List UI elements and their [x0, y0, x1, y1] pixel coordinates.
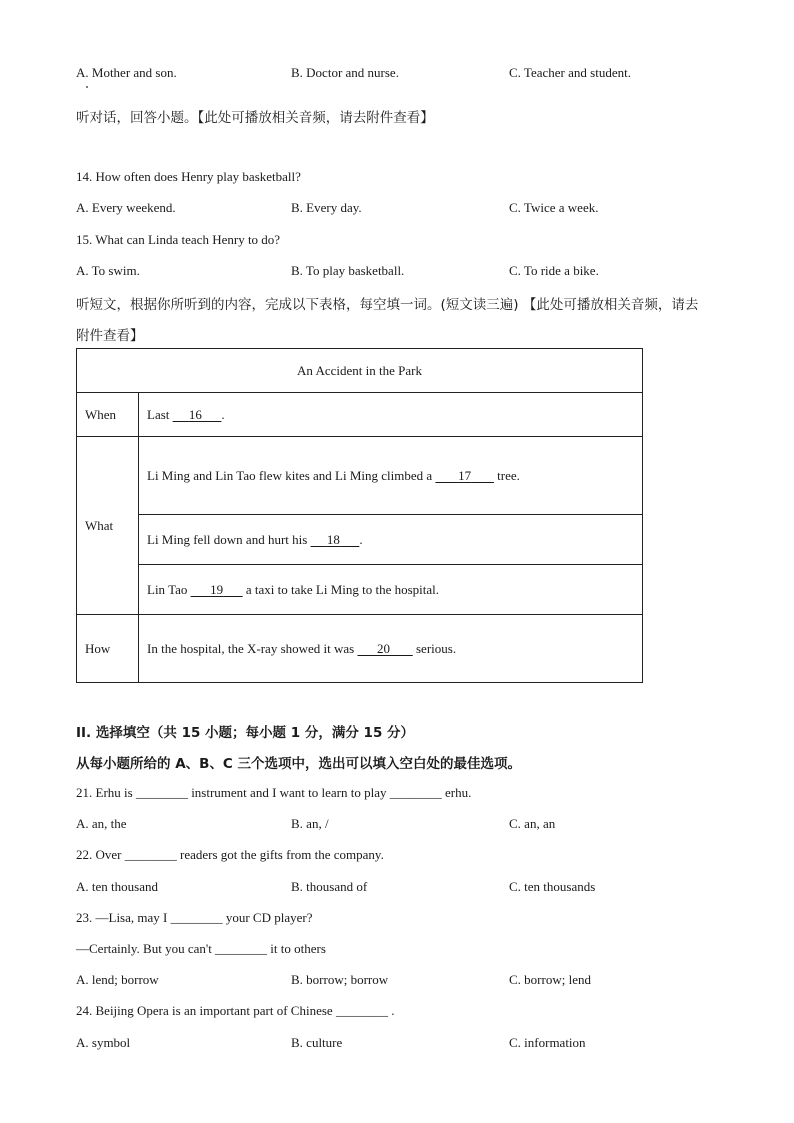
blank-20: 20 — [376, 640, 390, 656]
what-cell-2 — [139, 515, 643, 565]
what1-text-pre: Li Ming and Lin Tao flew kites and Li Ming climbed a — [147, 467, 436, 483]
q15-question: 15. What can Linda teach Henry to do? — [76, 232, 281, 247]
what2-text-post: . — [359, 531, 363, 547]
what1-text-post: tree. — [493, 467, 520, 483]
blank-17: 17 — [458, 467, 472, 483]
what3-text-pre: Lin Tao — [147, 581, 191, 597]
q22-option-b: B. thousand of — [291, 879, 368, 894]
q24-question: 24. Beijing Opera is an important part of Chinese ________ . — [76, 1003, 395, 1018]
q23-question-reply: —Certainly. But you can't ________ it to others — [76, 941, 326, 956]
how-text-post: serious. — [412, 640, 457, 656]
accident-table — [76, 348, 643, 683]
q13-option-b: B. Doctor and nurse. — [291, 65, 399, 80]
q14-option-c: C. Twice a week. — [509, 200, 599, 215]
q13-option-c: C. Teacher and student. — [509, 65, 631, 80]
section2-title: II. 选择填空（共 15 小题；每小题 1 分，满分 15 分） — [76, 725, 415, 741]
blank-18: 18 — [326, 531, 340, 547]
q21-option-a: A. an, the — [76, 816, 127, 831]
q21-option-b: B. an, / — [291, 816, 329, 831]
when-label: When — [77, 393, 139, 437]
q22-option-c: C. ten thousands — [509, 879, 596, 894]
q13-option-a: A. Mother and son. — [76, 65, 177, 80]
blank-19: 19 — [210, 581, 224, 597]
how-text-pre: In the hospital, the X-ray showed it was — [147, 640, 358, 656]
section2-instruction: 从每小题所给的 A、B、C 三个选项中，选出可以填入空白处的最佳选项。 — [76, 756, 522, 772]
when-text-post: . — [221, 406, 225, 422]
q23-option-c: C. borrow; lend — [509, 972, 591, 987]
what2-text-pre: Li Ming fell down and hurt his — [147, 531, 311, 547]
passage-instruction-line2: 附件查看】 — [76, 328, 144, 344]
q23-option-b: B. borrow; borrow — [291, 972, 389, 987]
q15-option-b: B. To play basketball. — [291, 263, 405, 278]
what3-text-post: a taxi to take Li Ming to the hospital. — [242, 581, 440, 597]
q14-option-a: A. Every weekend. — [76, 200, 176, 215]
what-cell-3 — [139, 565, 643, 615]
when-cell — [139, 393, 643, 437]
passage-instruction-line1: 听短文，根据你所听到的内容，完成以下表格，每空填一词。(短文读三遍) 【此处可播放相关音频，请去 — [76, 297, 699, 313]
how-cell — [139, 615, 643, 683]
table-title: An Accident in the Park — [77, 349, 643, 393]
what-cell-1 — [139, 437, 643, 515]
q23-question: 23. —Lisa, may I ________ your CD player? — [76, 910, 313, 925]
q23-option-a: A. lend; borrow — [76, 972, 159, 987]
q22-option-a: A. ten thousand — [76, 879, 158, 894]
q15-option-a: A. To swim. — [76, 263, 140, 278]
q15-option-c: C. To ride a bike. — [509, 263, 599, 278]
what-label: What — [77, 437, 139, 615]
q21-option-c: C. an, an — [509, 816, 556, 831]
blank-16: 16 — [188, 406, 202, 422]
q21-question: 21. Erhu is ________ instrument and I want to learn to play ________ erhu. — [76, 785, 472, 800]
q22-question: 22. Over ________ readers got the gifts from the company. — [76, 847, 384, 862]
q14-option-b: B. Every day. — [291, 200, 362, 215]
q24-option-c: C. information — [509, 1035, 586, 1050]
dialogue-instruction: 听对话，回答小题。【此处可播放相关音频，请去附件查看】 — [76, 110, 434, 126]
q24-option-b: B. culture — [291, 1035, 343, 1050]
q14-question: 14. How often does Henry play basketball? — [76, 169, 301, 184]
q24-option-a: A. symbol — [76, 1035, 131, 1050]
how-label: How — [77, 615, 139, 683]
stray-dot — [86, 86, 88, 88]
when-text-pre: Last — [147, 406, 173, 422]
